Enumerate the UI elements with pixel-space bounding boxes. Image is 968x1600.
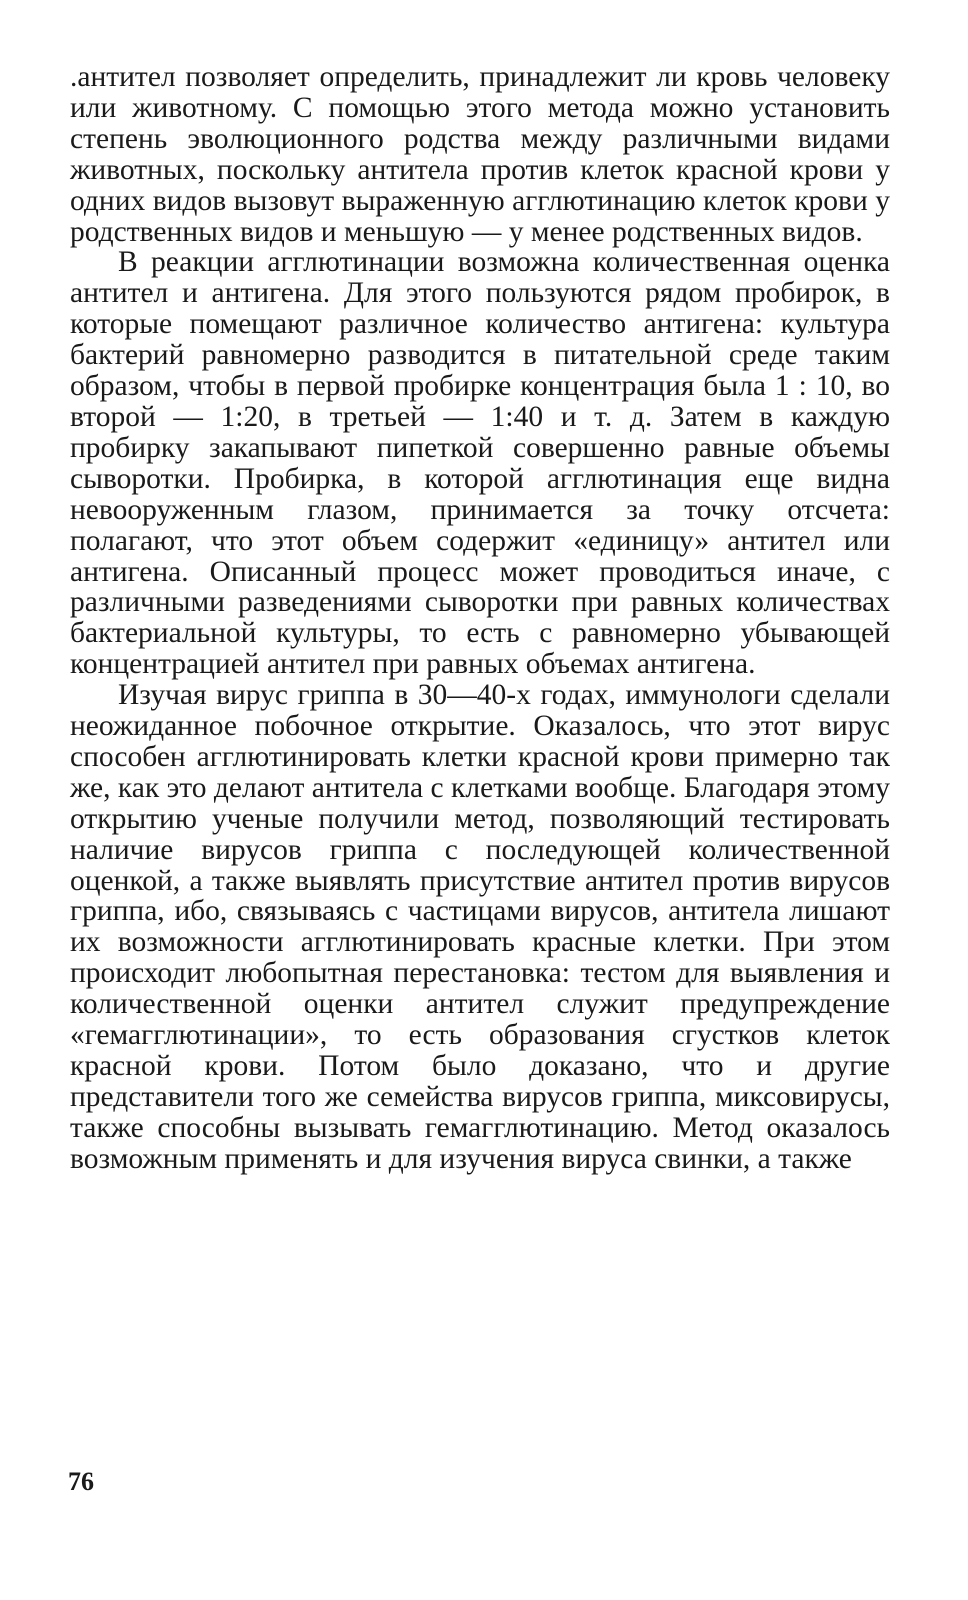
paragraph-influenza-virus: Изучая вирус гриппа в 30—40-х годах, иммунологи сделали неожиданное побочное открытие. Оказалось, что этот вирус способен агглютинировать клетки красной крови примерно так же, как это делают антитела с клетками вообще. Благодаря этому открытию ученые получили метод, позволяющий тестировать наличие вирусов гриппа с последующей количественной оценкой, а также выявлять присутствие антител против вирусов гриппа, ибо, связываясь с частицами вирусов, антитела лишают их возможности агглютинировать красные клетки. При этом происходит любопытная перестановка: тестом для выявления и количественной оценки антител служит предупреждение «гемагглютинации», то есть образования сгустков клеток красной крови. Потом было доказано, что и другие представители того же семейства вирусов гриппа, миксовирусы, также способны вызывать гемагглютинацию. Метод оказалось возможным применять и для изучения вируса свинки, а также (70, 679, 890, 1175)
page-body (70, 62, 890, 1175)
page-number: 76 (68, 1467, 94, 1496)
paragraph-agglutination-quantification: В реакции агглютинации возможна количественная оценка антител и антигена. Для этого пользуются рядом пробирок, в которые помещают различное количество антигена: культура бактерий равномерно разводится в питательной среде таким образом, чтобы в первой пробирке концентрация была 1 : 10, во второй — 1:20, в третьей — 1:40 и т. д. Затем в каждую пробирку закапывают пипеткой совершенно равные объемы сыворотки. Пробирка, в которой агглютинация еще видна невооруженным глазом, принимается за точку отсчета: полагают, что этот объем содержит «единицу» антител или антигена. Описанный процесс может проводиться иначе, с различными разведениями сыворотки при равных количествах бактериальной культуры, то есть с равномерно убывающей концентрацией антител при равных объемах антигена. (70, 246, 890, 681)
paragraph-continuation: .антител позволяет определить, принадлежит ли кровь человеку или животному. С помощью этого метода можно установить степень эволюционного родства между различными видами животных, поскольку антитела против клеток красной крови у одних видов вызовут выраженную агглютинацию клеток крови у родственных видов и меньшую — у менее родственных видов. (70, 61, 890, 248)
